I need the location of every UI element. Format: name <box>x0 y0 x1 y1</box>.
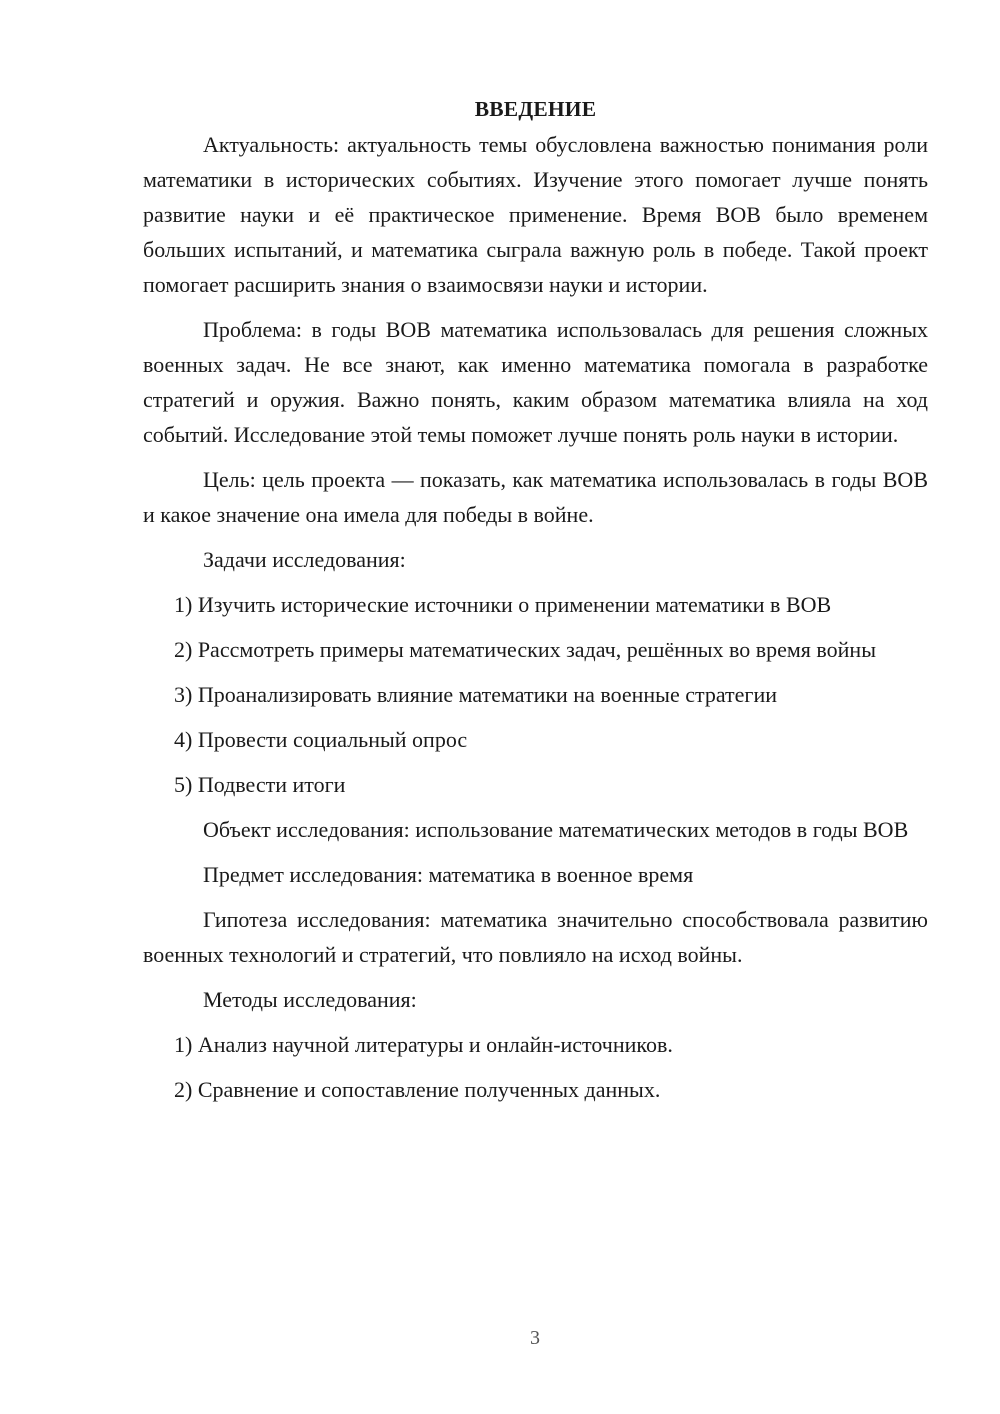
methods-heading: Методы исследования: <box>203 987 417 1012</box>
task-item: 5) Подвести итоги <box>174 772 346 797</box>
tasks-heading: Задачи исследования: <box>203 547 406 572</box>
task-item: 4) Провести социальный опрос <box>174 727 468 752</box>
document-page <box>143 92 928 1117</box>
page-number: 3 <box>530 1327 540 1349</box>
method-item: 2) Сравнение и сопоставление полученных данных. <box>174 1077 661 1102</box>
method-item: 1) Анализ научной литературы и онлайн-источников. <box>174 1032 673 1057</box>
task-item: 2) Рассмотреть примеры математических задач, решённых во время войны <box>174 637 876 662</box>
hypothesis-paragraph: Гипотеза исследования: математика значительно способствовала развитию военных технологий и стратегий, что повлияло на исход войны. <box>143 907 928 967</box>
subject-paragraph: Предмет исследования: математика в военное время <box>203 862 694 887</box>
section-title: ВВЕДЕНИЕ <box>474 97 597 121</box>
relevance-paragraph: Актуальность: актуальность темы обусловлена важностью понимания роли математики в исторических событиях. Изучение этого помогает лучше понять развитие науки и её практическое применение. Время ВОВ было временем больших испытаний, и математика сыграла важную роль в победе. Такой проект помогает расширить знания о взаимосвязи науки и истории. <box>143 132 928 297</box>
problem-paragraph: Проблема: в годы ВОВ математика использовалась для решения сложных военных задач. Не все знают, как именно математика помогала в разработке стратегий и оружия. Важно понять, каким образом математика влияла на ход событий. Исследование этой темы поможет лучше понять роль науки в истории. <box>143 317 928 447</box>
task-item: 1) Изучить исторические источники о применении математики в ВОВ <box>174 592 832 617</box>
goal-paragraph: Цель: цель проекта — показать, как математика использовалась в годы ВОВ и какое значение она имела для победы в войне. <box>143 467 928 527</box>
task-item: 3) Проанализировать влияние математики на военные стратегии <box>174 682 778 707</box>
object-paragraph: Объект исследования: использование математических методов в годы ВОВ <box>203 817 909 842</box>
